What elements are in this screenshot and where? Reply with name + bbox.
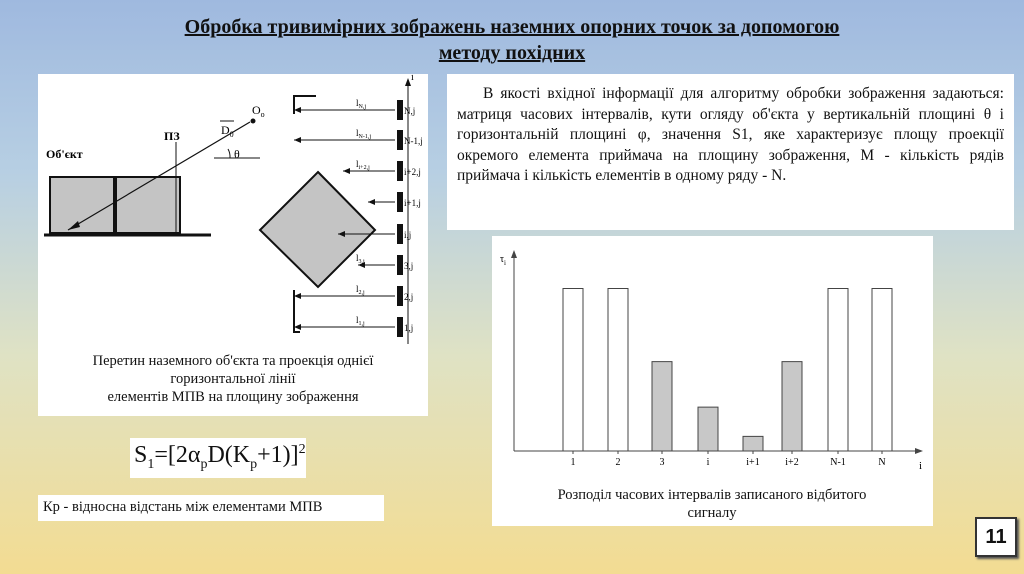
interval-arrowhead (294, 137, 301, 143)
interval-arrowhead (294, 293, 301, 299)
bar-2 (608, 289, 628, 452)
bar-i+2 (782, 362, 802, 451)
x-tick-label: 1 (570, 457, 576, 468)
interval-label: $l_{N,j}$ (356, 98, 367, 110)
element-label: i+1,j (404, 198, 421, 208)
x-tick-label: 2 (615, 457, 621, 468)
description-panel (447, 74, 1014, 230)
receiver-element (397, 161, 403, 181)
receiver-element (397, 317, 403, 337)
projection-caption-line-3: елементів МПВ на площину зображення (107, 389, 359, 405)
x-tick-label: N (878, 457, 886, 468)
bar-i+1 (743, 436, 763, 451)
d0-label: $D_0$ (221, 123, 234, 139)
title-line-1: Обробка тривимірних зображень наземних опорних точок за допомогою (184, 16, 840, 38)
chart-caption-line-1: Розподіл часових інтервалів записаного відбитого (557, 487, 867, 503)
bar-3 (652, 362, 672, 451)
object-right-block (116, 177, 180, 233)
bar-N-1 (828, 289, 848, 452)
chart-panel (492, 236, 933, 526)
x-axis-label: i (919, 460, 923, 472)
x-tick-label: 3 (659, 457, 665, 468)
interval-label: $l_{3,j}$ (356, 253, 365, 265)
element-label: 3,j (404, 261, 414, 271)
element-label: i,j (404, 230, 412, 240)
interval-label: $l_{N-1,j}$ (356, 128, 372, 140)
chart-caption-line-2: сигналу (687, 505, 737, 521)
receiver-element (397, 286, 403, 306)
interval-arrowhead (294, 107, 301, 113)
x-tick-label: i (706, 457, 710, 468)
i-axis-label: i (411, 74, 414, 83)
receiver-element (397, 192, 403, 212)
page-title (60, 14, 964, 66)
interval-label: $l_{1,j}$ (356, 315, 365, 327)
element-label: N,j (404, 106, 416, 116)
bar-1 (563, 289, 583, 452)
s1-formula: $S_1=[2\alpha_pD(K_p+1)]^2$ (134, 442, 306, 472)
x-tick-label: N-1 (830, 457, 846, 468)
projection-caption-line-1: Перетин наземного об'єкта та проекція однієї (92, 353, 374, 369)
object-left-block (50, 177, 114, 233)
projection-caption (38, 352, 428, 406)
interval-arrowhead (294, 324, 301, 330)
element-label: 2,j (404, 292, 414, 302)
y-axis-arrow (511, 250, 517, 258)
object-label: Об'єкт (46, 147, 83, 161)
receiver-element (397, 255, 403, 275)
element-label: 1,j (404, 323, 414, 333)
formula-box (130, 438, 306, 478)
theta-label: θ (234, 147, 240, 161)
title-line-2: методу похідних (438, 42, 586, 64)
interval-arrowhead (343, 168, 350, 174)
pz-label: ПЗ (164, 129, 180, 143)
theta-arc (228, 149, 230, 158)
x-tick-label: i+2 (785, 457, 799, 468)
element-label: N-1,j (404, 136, 423, 146)
o0-label: $O_o$ (252, 103, 265, 119)
projection-diamond (260, 172, 375, 287)
bar-i (698, 407, 718, 451)
kp-note: Кр - відносна відстань між елементами МПВ (43, 499, 323, 515)
projection-diagram (38, 74, 428, 349)
projection-figure-panel (38, 74, 428, 416)
receiver-element (397, 224, 403, 244)
chart-caption (512, 486, 912, 522)
o0-point (251, 119, 256, 124)
x-axis-arrow (915, 448, 923, 454)
interval-distribution-chart (492, 236, 933, 481)
description-text: В якості вхідної інформації для алгоритму обробки зображення задаються: матриця часових інтервалів, кути огляду об'єкта у вертикальній площині θ і горизонтальній площині φ, значення S1, яке характеризує площу проекції окремого елемента приймача на площину зображення, М - кількість рядів приймача і кількість елементів в одному ряду - N. (457, 85, 1004, 184)
kp-note-box (38, 495, 384, 521)
x-tick-label: i+1 (746, 457, 760, 468)
receiver-element (397, 100, 403, 120)
interval-arrowhead (368, 199, 375, 205)
receiver-element (397, 130, 403, 150)
projection-caption-line-2: горизонтальної лінії (170, 371, 296, 387)
y-axis-label: $\tau_i$ (500, 254, 506, 267)
bar-N (872, 289, 892, 452)
interval-label: $l_{i+2,j}$ (356, 159, 370, 171)
page-number: 11 (975, 517, 1017, 557)
interval-label: $l_{2,j}$ (356, 284, 365, 296)
element-label: i+2,j (404, 167, 421, 177)
